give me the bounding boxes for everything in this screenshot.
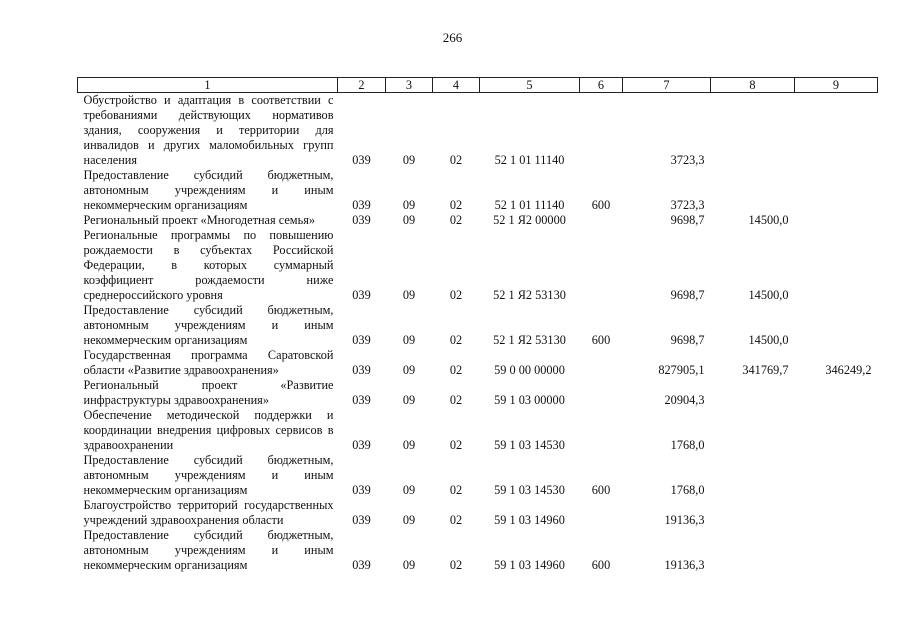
- cell-amount-3: 346249,2: [825, 363, 872, 377]
- cell-target-article: 59 1 03 14960: [494, 558, 565, 572]
- cell-amount-1: 20904,3: [664, 393, 705, 407]
- table-row: [78, 93, 878, 169]
- cell-ministry: 039: [352, 198, 371, 212]
- cell-expense-type: 600: [591, 333, 611, 347]
- cell-ministry: 039: [352, 483, 371, 497]
- column-header: 4: [433, 78, 480, 93]
- cell-amount-1: 1768,0: [670, 483, 705, 497]
- cell-amount-1: 3723,3: [670, 153, 705, 167]
- table-row: [78, 408, 878, 453]
- table-row: [78, 498, 878, 528]
- cell-ministry: 039: [352, 363, 371, 377]
- cell-amount-1: 19136,3: [664, 558, 705, 572]
- cell-section: 09: [402, 393, 416, 407]
- cell-section: 09: [402, 363, 416, 377]
- cell-subsection: 02: [449, 393, 463, 407]
- cell-ministry: 039: [352, 333, 371, 347]
- cell-amount-2: [711, 498, 795, 528]
- cell-amount-3: [795, 453, 878, 498]
- column-header: 7: [623, 78, 711, 93]
- page-number: 266: [442, 30, 463, 45]
- row-name: Предоставление субсидий бюджетным, автономным учреждениям и иным некоммерческим организациям: [83, 528, 334, 572]
- cell-expense-type: [580, 213, 623, 228]
- cell-amount-3: [795, 228, 878, 303]
- cell-target-article: 59 1 03 14960: [494, 513, 565, 527]
- cell-section: 09: [402, 513, 416, 527]
- cell-amount-2: 14500,0: [748, 213, 789, 227]
- cell-expense-type: 600: [591, 198, 611, 212]
- cell-target-article: 59 1 03 14530: [494, 438, 565, 452]
- table-body: [78, 93, 878, 574]
- column-header: 1: [78, 78, 338, 93]
- row-name: Обеспечение методической поддержки и координации внедрения цифровых сервисов в здравоохранении: [83, 408, 334, 452]
- cell-amount-2: 341769,7: [742, 363, 789, 377]
- column-header: 3: [386, 78, 433, 93]
- cell-amount-3: [795, 378, 878, 408]
- row-name: Предоставление субсидий бюджетным, автономным учреждениям и иным некоммерческим организациям: [83, 168, 334, 212]
- cell-target-article: 52 1 01 11140: [494, 198, 565, 212]
- cell-expense-type: [580, 408, 623, 453]
- cell-section: 09: [402, 198, 416, 212]
- cell-amount-1: 1768,0: [670, 438, 705, 452]
- row-name: Предоставление субсидий бюджетным, автономным учреждениям и иным некоммерческим организациям: [83, 303, 334, 347]
- cell-subsection: 02: [449, 558, 463, 572]
- cell-amount-2: [711, 453, 795, 498]
- row-name: Предоставление субсидий бюджетным, автономным учреждениям и иным некоммерческим организациям: [83, 453, 334, 497]
- cell-amount-1: 827905,1: [658, 363, 705, 377]
- cell-section: 09: [402, 213, 416, 227]
- cell-section: 09: [402, 333, 416, 347]
- cell-amount-3: [795, 213, 878, 228]
- cell-amount-1: 3723,3: [670, 198, 705, 212]
- table-row: [78, 168, 878, 213]
- cell-amount-3: [795, 168, 878, 213]
- cell-amount-2: [711, 378, 795, 408]
- cell-amount-3: [795, 303, 878, 348]
- cell-amount-2: 14500,0: [748, 288, 789, 302]
- cell-target-article: 52 1 Я2 53130: [493, 288, 566, 302]
- cell-expense-type: [580, 378, 623, 408]
- cell-subsection: 02: [449, 198, 463, 212]
- cell-subsection: 02: [449, 288, 463, 302]
- cell-subsection: 02: [449, 213, 463, 227]
- row-name: Региональные программы по повышению рождаемости в субъектах Российской Федерации, в которых суммарный коэффициент рождаемости ниже среднероссийского уровня: [83, 228, 334, 302]
- cell-subsection: 02: [449, 333, 463, 347]
- cell-ministry: 039: [352, 513, 371, 527]
- cell-expense-type: [580, 498, 623, 528]
- cell-amount-2: [711, 408, 795, 453]
- cell-target-article: 52 1 Я2 00000: [493, 213, 566, 227]
- cell-subsection: 02: [449, 438, 463, 452]
- cell-amount-1: 9698,7: [670, 288, 705, 302]
- table-row: [78, 528, 878, 573]
- row-name: Государственная программа Саратовской области «Развитие здравоохранения»: [83, 348, 334, 377]
- cell-amount-2: [711, 168, 795, 213]
- cell-section: 09: [402, 483, 416, 497]
- cell-section: 09: [402, 288, 416, 302]
- cell-amount-2: [711, 93, 795, 169]
- cell-target-article: 59 1 03 14530: [494, 483, 565, 497]
- table-row: [78, 213, 878, 228]
- cell-amount-3: [795, 528, 878, 573]
- cell-subsection: 02: [449, 363, 463, 377]
- column-header: 6: [580, 78, 623, 93]
- row-name: Региональный проект «Развитие инфраструктуры здравоохранения»: [83, 378, 334, 407]
- table-row: [78, 453, 878, 498]
- cell-amount-2: [711, 528, 795, 573]
- column-header: 8: [711, 78, 795, 93]
- table-row: [78, 303, 878, 348]
- table-row: [78, 378, 878, 408]
- cell-ministry: 039: [352, 558, 371, 572]
- cell-ministry: 039: [352, 213, 371, 227]
- cell-ministry: 039: [352, 438, 371, 452]
- cell-amount-1: 19136,3: [664, 513, 705, 527]
- cell-ministry: 039: [352, 288, 371, 302]
- cell-subsection: 02: [449, 483, 463, 497]
- cell-expense-type: [580, 93, 623, 169]
- row-name: Обустройство и адаптация в соответствии с требованиями действующих нормативов здания, сооружения и территории для инвалидов и других маломобильных групп населения: [83, 93, 334, 167]
- row-name: Благоустройство территорий государственных учреждений здравоохранения области: [83, 498, 334, 527]
- cell-subsection: 02: [449, 513, 463, 527]
- cell-amount-3: [795, 93, 878, 169]
- cell-section: 09: [402, 153, 416, 167]
- cell-amount-3: [795, 408, 878, 453]
- cell-ministry: 039: [352, 153, 371, 167]
- budget-table: [77, 77, 878, 573]
- cell-amount-2: 14500,0: [748, 333, 789, 347]
- column-header: 9: [795, 78, 878, 93]
- cell-expense-type: [580, 228, 623, 303]
- column-header: 5: [480, 78, 580, 93]
- cell-ministry: 039: [352, 393, 371, 407]
- cell-target-article: 59 1 03 00000: [494, 393, 565, 407]
- table-header-row: [78, 78, 878, 93]
- table-row: [78, 228, 878, 303]
- cell-subsection: 02: [449, 153, 463, 167]
- cell-amount-1: 9698,7: [670, 333, 705, 347]
- cell-target-article: 52 1 01 11140: [494, 153, 565, 167]
- column-header: 2: [338, 78, 386, 93]
- cell-amount-3: [795, 498, 878, 528]
- cell-target-article: 59 0 00 00000: [494, 363, 565, 377]
- cell-section: 09: [402, 438, 416, 452]
- cell-expense-type: 600: [591, 558, 611, 572]
- cell-amount-1: 9698,7: [670, 213, 705, 227]
- cell-section: 09: [402, 558, 416, 572]
- cell-expense-type: 600: [591, 483, 611, 497]
- cell-expense-type: [580, 348, 623, 378]
- cell-target-article: 52 1 Я2 53130: [493, 333, 566, 347]
- row-name: Региональный проект «Многодетная семья»: [83, 213, 316, 227]
- table-row: [78, 348, 878, 378]
